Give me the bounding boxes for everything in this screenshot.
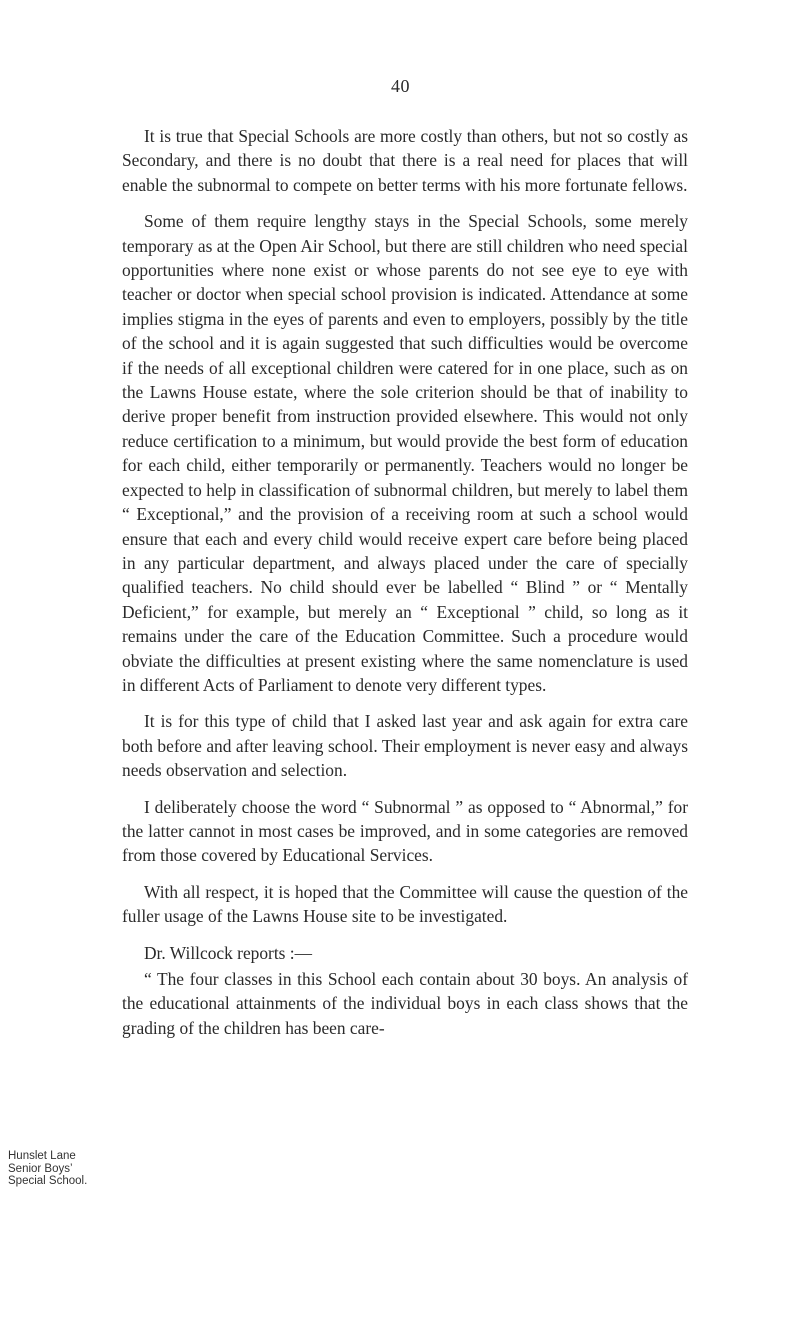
paragraph-willcock-reports: Dr. Willcock reports :— [144,942,313,963]
margin-note-line: Senior Boys’ [8,1162,73,1175]
body-text [122,124,688,1052]
paragraph-special-schools-cost: It is true that Special Schools are more costly than others, but not so costly as Secondary, and there is no doubt that there is a real need for places that will enable the subnormal to compete on better terms with his more fortunate fellows. [122,126,688,195]
page-number: 40 [391,76,410,96]
paragraph-subnormal-word: I deliberately choose the word “ Subnormal ” as opposed to “ Abnormal,” for the latter cannot in most cases be improved, and in some categories are removed from those covered by Educational Services. [122,796,688,866]
paragraph-lawns-house-proposal: Some of them require lengthy stays in the Special Schools, some merely temporary as at the Open Air School, but there are still children who need special opportunities where none exist or whose parents do not see eye to eye with teacher or doctor when special school provision is indicated. Attendance at some implies stigma in the eyes of parents and even to employers, possibly by the title of the school and it is again suggested that such difficulties would be overcome if the needs of all exceptional children were catered for in one place, such as on the Lawns House estate, where the sole criterion should be that of inability to derive proper benefit from instruction provided elsewhere. This would not only reduce certification to a minimum, but would provide the best form of education for each child, either temporarily or permanently. Teachers would no longer be expected to help in classification of subnormal children, but merely to label them “ Exceptional,” and the provision of a receiving room at such a school would ensure that each and every child would receive expert care before being placed in any particular department, and always placed under the care of specially qualified teachers. No child should ever be labelled “ Blind ” or “ Mentally Deficient,” for example, but merely an “ Exceptional ” child, so long as it remains under the care of the Education Committee. Such a procedure would obviate the difficulties at present existing where the same nomenclature is used in different Acts of Parliament to denote very different types. [122,211,688,695]
margin-note-school-heading [8,1150,118,1188]
paragraph-four-classes: “ The four classes in this School each contain about 30 boys. An analysis of the educational attainments of the individual boys in each class shows that the grading of the children has been care- [122,969,688,1038]
margin-note-line: Hunslet Lane [8,1150,76,1162]
paragraph-committee-request: With all respect, it is hoped that the Committee will cause the question of the fuller usage of the Lawns House site to be investigated. [122,881,688,927]
paragraph-extra-care: It is for this type of child that I asked last year and ask again for extra care both before and after leaving school. Their employment is never easy and always needs observation and selection. [122,711,688,781]
margin-note-line: Special School. [8,1175,88,1187]
